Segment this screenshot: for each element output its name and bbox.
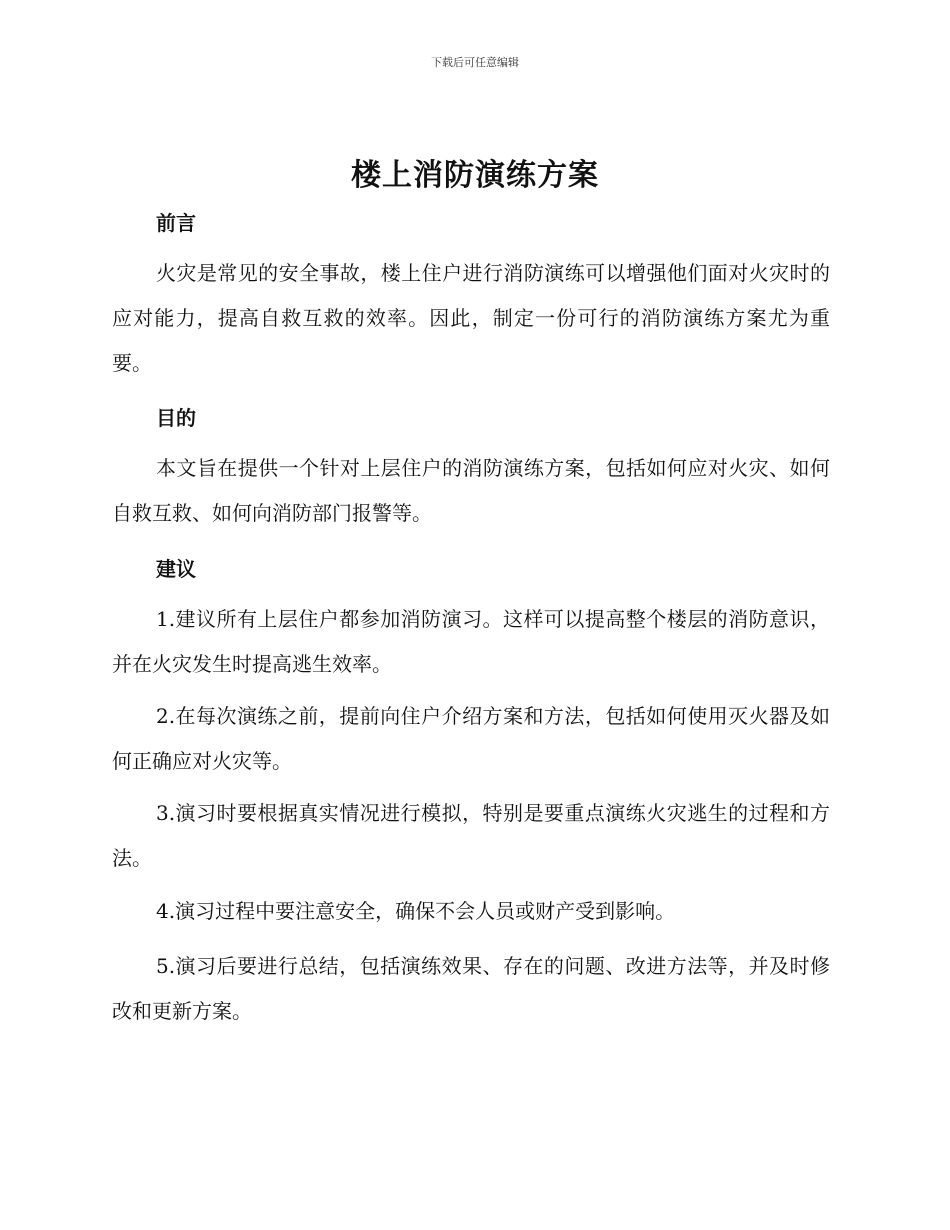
preface-paragraph: 火灾是常见的安全事故，楼上住户进行消防演练可以增强他们面对火灾时的应对能力，提高自救互救的效率。因此，制定一份可行的消防演练方案尤为重要。 [112, 261, 830, 375]
section-heading-suggestions: 建议 [156, 557, 196, 581]
suggestion-item-1: 1.建议所有上层住户都参加消防演习。这样可以提高整个楼层的消防意识，并在火灾发生时提高逃生效率。 [112, 607, 830, 676]
suggestion-item-3: 3.演习时要根据真实情况进行模拟，特别是要重点演练火灾逃生的过程和方法。 [112, 801, 830, 870]
suggestion-item-2: 2.在每次演练之前，提前向住户介绍方案和方法，包括如何使用灭火器及如何正确应对火灾等。 [112, 704, 830, 773]
section-heading-purpose: 目的 [156, 406, 196, 430]
suggestion-item-4: 4.演习过程中要注意安全，确保不会人员或财产受到影响。 [156, 899, 676, 923]
purpose-paragraph: 本文旨在提供一个针对上层住户的消防演练方案，包括如何应对火灾、如何自救互救、如何向消防部门报警等。 [112, 456, 830, 525]
section-heading-preface: 前言 [156, 211, 196, 235]
document-title: 楼上消防演练方案 [351, 158, 599, 193]
page-header-note: 下载后可任意编辑 [431, 56, 519, 69]
suggestion-item-5: 5.演习后要进行总结，包括演练效果、存在的问题、改进方法等，并及时修改和更新方案。 [112, 954, 830, 1023]
